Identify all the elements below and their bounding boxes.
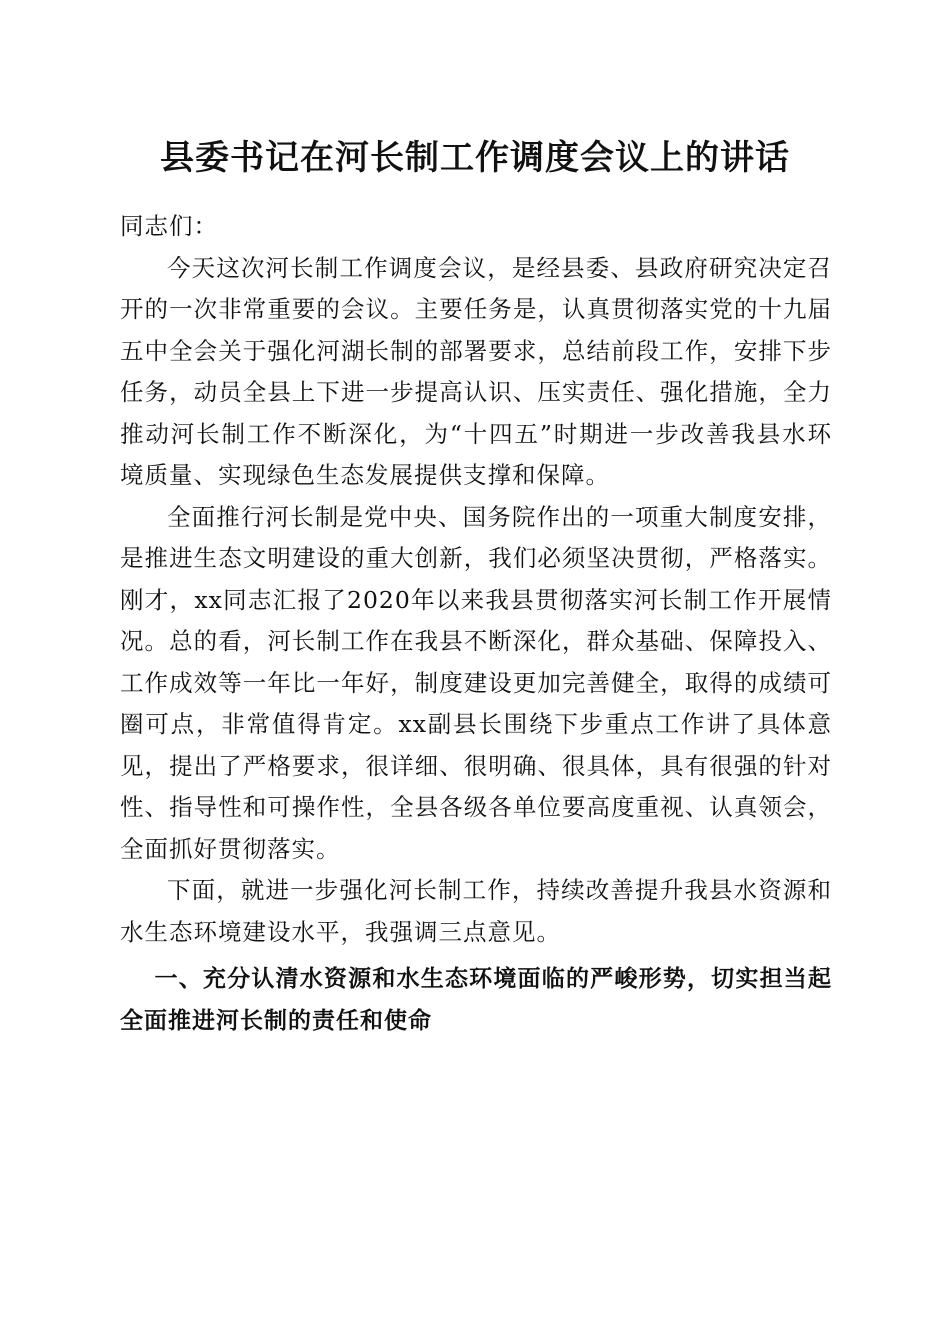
paragraph-2: 全面推行河长制是党中央、国务院作出的一项重大制度安排，是推进生态文明建设的重大创新，我们必须坚决贯彻，严格落实。刚才，xx同志汇报了2020年以来我县贯彻落实河长制工作开展情况。总的看，河长制工作在我县不断深化，群众基础、保障投入、工作成效等一年比一年好，制度建设更加完善健全，取得的成绩可圈可点，非常值得肯定。xx副县长围绕下步重点工作讲了具体意见，提出了严格要求，很详细、很明确、很具体，具有很强的针对性、指导性和可操作性，全县各级各单位要高度重视、认真领会，全面抓好贯彻落实。 xyxy=(120,502,832,863)
paragraph-1: 今天这次河长制工作调度会议，是经县委、县政府研究决定召开的一次非常重要的会议。主要任务是，认真贯彻落实党的十九届五中全会关于强化河湖长制的部署要求，总结前段工作，安排下步任务，动员全县上下进一步提高认识、压实责任、强化措施，全力推动河长制工作不断深化，为“十四五”时期进一步改善我县水环境质量、实现绿色生态发展提供支撑和保障。 xyxy=(120,253,832,489)
paragraph-3: 下面，就进一步强化河长制工作，持续改善提升我县水资源和水生态环境建设水平，我强调三点意见。 xyxy=(120,876,832,946)
salutation: 同志们： xyxy=(120,212,218,240)
document-title: 县委书记在河长制工作调度会议上的讲话 xyxy=(160,138,790,178)
section-heading-1: 一、充分认清水资源和水生态环境面临的严峻形势，切实担当起全面推进河长制的责任和使命 xyxy=(120,966,832,1034)
document-body xyxy=(120,206,832,1042)
